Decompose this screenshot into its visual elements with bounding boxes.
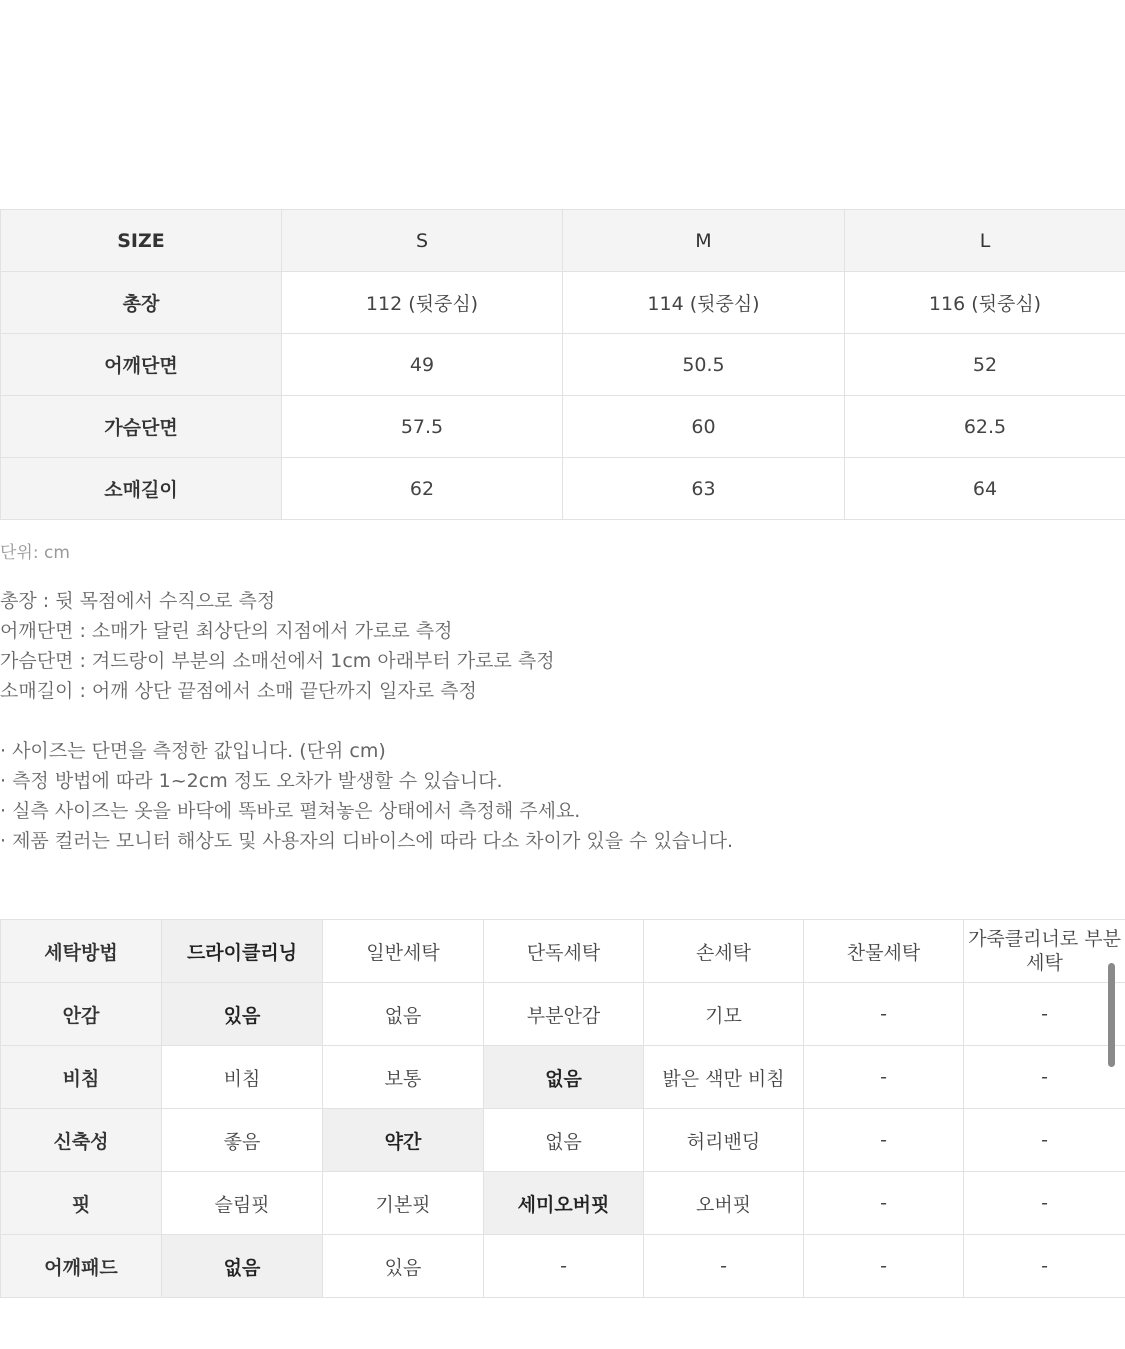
- care-row-label: 어깨패드: [1, 1235, 162, 1298]
- size-value-cell: 49: [282, 334, 563, 396]
- care-cell-selected: 드라이클리닝: [162, 920, 323, 983]
- care-cell: 비침: [162, 1046, 323, 1109]
- size-value-cell: 63: [563, 458, 845, 520]
- size-header-cell: M: [563, 210, 845, 272]
- measure-note-sleeve: 소매길이 : 어깨 상단 끝점에서 소매 끝단까지 일자로 측정: [0, 680, 477, 702]
- care-cell: -: [964, 1235, 1125, 1298]
- unit-note: 단위: cm: [0, 543, 70, 563]
- size-value-cell: 116 (뒷중심): [845, 272, 1125, 334]
- care-cell: -: [964, 1109, 1125, 1172]
- care-cell: 없음: [323, 983, 484, 1046]
- care-cell-selected: 없음: [162, 1235, 323, 1298]
- size-value-cell: 114 (뒷중심): [563, 272, 845, 334]
- size-row-label: 총장: [1, 272, 282, 334]
- care-cell: -: [644, 1235, 804, 1298]
- care-cell: -: [804, 1046, 964, 1109]
- size-value-cell: 64: [845, 458, 1125, 520]
- measure-note-chest: 가슴단면 : 겨드랑이 부분의 소매선에서 1cm 아래부터 가로로 측정: [0, 650, 555, 672]
- care-cell: 밝은 색만 비침: [644, 1046, 804, 1109]
- care-cell: -: [804, 1235, 964, 1298]
- care-table: [0, 919, 1125, 1298]
- notice-list: [0, 736, 733, 856]
- size-value-cell: 50.5: [563, 334, 845, 396]
- notice-item: · 측정 방법에 따라 1~2cm 정도 오차가 발생할 수 있습니다.: [0, 770, 503, 792]
- size-row-label: 가슴단면: [1, 396, 282, 458]
- measure-note-length: 총장 : 뒷 목점에서 수직으로 측정: [0, 590, 276, 612]
- size-header-cell: L: [845, 210, 1125, 272]
- care-cell: 없음: [484, 1109, 644, 1172]
- care-cell: 슬림핏: [162, 1172, 323, 1235]
- size-row: [1, 272, 1125, 334]
- care-row: [1, 1172, 1125, 1235]
- size-value-cell: 62.5: [845, 396, 1125, 458]
- size-value-cell: 62: [282, 458, 563, 520]
- care-cell: -: [964, 1046, 1125, 1109]
- size-header-cell: S: [282, 210, 563, 272]
- care-cell-selected: 약간: [323, 1109, 484, 1172]
- care-cell: 단독세탁: [484, 920, 644, 983]
- care-cell-selected: 있음: [162, 983, 323, 1046]
- care-cell: -: [804, 983, 964, 1046]
- care-row: [1, 1109, 1125, 1172]
- care-cell: 부분안감: [484, 983, 644, 1046]
- size-value-cell: 60: [563, 396, 845, 458]
- size-row: [1, 334, 1125, 396]
- care-row-label: 핏: [1, 1172, 162, 1235]
- care-cell: 가죽클리너로 부분세탁: [964, 920, 1125, 983]
- care-cell: 좋음: [162, 1109, 323, 1172]
- care-cell-selected: 세미오버핏: [484, 1172, 644, 1235]
- size-table: [0, 209, 1125, 520]
- care-cell: 손세탁: [644, 920, 804, 983]
- care-row-label: 안감: [1, 983, 162, 1046]
- care-row: [1, 983, 1125, 1046]
- size-row: [1, 396, 1125, 458]
- care-row-label: 세탁방법: [1, 920, 162, 983]
- notice-item: · 사이즈는 단면을 측정한 값입니다. (단위 cm): [0, 740, 386, 762]
- care-cell: 일반세탁: [323, 920, 484, 983]
- size-value-cell: 57.5: [282, 396, 563, 458]
- care-cell: 보통: [323, 1046, 484, 1109]
- care-cell: 기모: [644, 983, 804, 1046]
- care-row-label: 신축성: [1, 1109, 162, 1172]
- size-row: [1, 458, 1125, 520]
- size-header-label: SIZE: [1, 210, 282, 272]
- size-value-cell: 52: [845, 334, 1125, 396]
- care-cell: -: [804, 1109, 964, 1172]
- size-row-label: 어깨단면: [1, 334, 282, 396]
- size-value-cell: 112 (뒷중심): [282, 272, 563, 334]
- care-cell: -: [484, 1235, 644, 1298]
- measure-note-shoulder: 어깨단면 : 소매가 달린 최상단의 지점에서 가로로 측정: [0, 620, 453, 642]
- care-row: [1, 1046, 1125, 1109]
- care-row: [1, 1235, 1125, 1298]
- size-row-label: 소매길이: [1, 458, 282, 520]
- care-cell: -: [964, 1172, 1125, 1235]
- measurement-notes: [0, 586, 555, 706]
- notice-item: · 제품 컬러는 모니터 해상도 및 사용자의 디바이스에 따라 다소 차이가 있을 수 있습니다.: [0, 830, 733, 852]
- care-cell: 기본핏: [323, 1172, 484, 1235]
- care-cell: 오버핏: [644, 1172, 804, 1235]
- care-cell: -: [804, 1172, 964, 1235]
- care-row-label: 비침: [1, 1046, 162, 1109]
- care-cell: 있음: [323, 1235, 484, 1298]
- notice-item: · 실측 사이즈는 옷을 바닥에 똑바로 펼쳐놓은 상태에서 측정해 주세요.: [0, 800, 581, 822]
- care-cell: -: [964, 983, 1125, 1046]
- care-cell: 허리밴딩: [644, 1109, 804, 1172]
- size-header-row: [1, 210, 1125, 272]
- scrollbar-thumb[interactable]: [1108, 963, 1115, 1067]
- care-row: [1, 920, 1125, 983]
- care-cell-selected: 없음: [484, 1046, 644, 1109]
- care-cell: 찬물세탁: [804, 920, 964, 983]
